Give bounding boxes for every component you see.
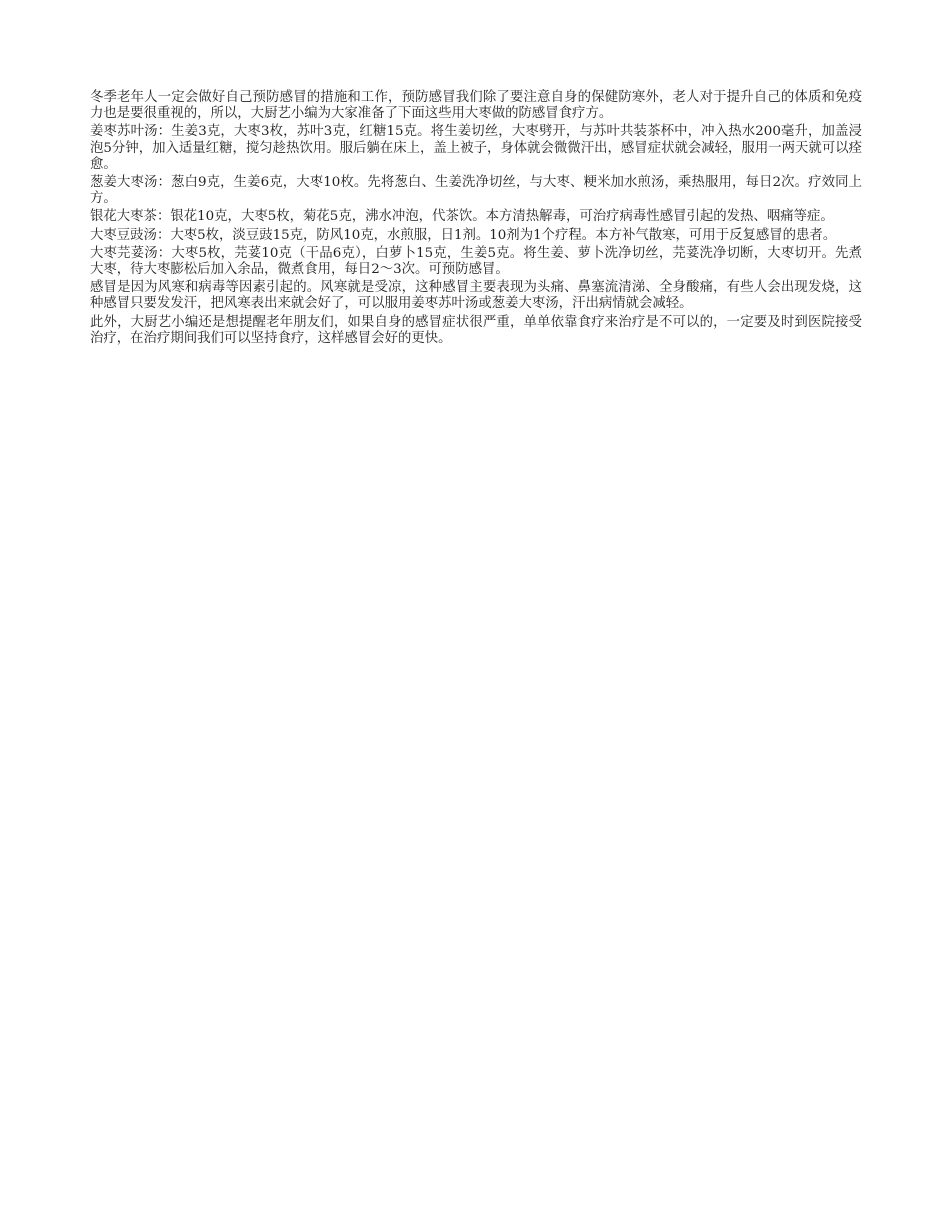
intro-paragraph: 冬季老年人一定会做好自己预防感冒的措施和工作，预防感冒我们除了要注意自身的保健防寒外，老人对于提升自己的体质和免疫力也是要很重视的，所以，大厨艺小编为大家准备了下面这些用大枣做的防感冒食疗方。 xyxy=(90,90,862,122)
recipe-jujube-coriander-paragraph: 大枣芫荽汤：大枣5枚，芫荽10克（干品6克），白萝卜15克，生姜5克。将生姜、萝卜洗净切丝，芫荽洗净切断，大枣切开。先煮大枣，待大枣膨松后加入余品，微煮食用，每日2～3次。可预防感冒。 xyxy=(90,245,862,278)
recipe-ginger-jujube-perilla-paragraph: 姜枣苏叶汤：生姜3克，大枣3枚，苏叶3克，红糖15克。将生姜切丝，大枣劈开，与苏叶共装茶杯中，冲入热水200毫升，加盖浸泡5分钟，加入适量红糖，搅匀趁热饮用。服后躺在床上，盖上被子，身体就会微微汗出，感冒症状就会减轻，服用一两天就可以痊愈。 xyxy=(90,124,862,172)
recipe-jujube-fermented-soybean-paragraph: 大枣豆豉汤：大枣5枚，淡豆豉15克，防风10克，水煎服，日1剂。10剂为1个疗程。本方补气散寒，可用于反复感冒的患者。 xyxy=(90,227,837,243)
recipe-scallion-ginger-jujube-paragraph: 葱姜大枣汤：葱白9克，生姜6克，大枣10枚。先将葱白、生姜洗净切丝，与大枣、粳米加水煎汤，乘热服用，每日2次。疗效同上方。 xyxy=(90,175,862,207)
cold-cause-paragraph: 感冒是因为风寒和病毒等因素引起的。风寒就是受凉，这种感冒主要表现为头痛、鼻塞流清涕、全身酸痛，有些人会出现发烧，这种感冒只要发发汗，把风寒表出来就会好了，可以服用姜枣苏叶汤或葱姜大枣汤，汗出病情就会减轻。 xyxy=(90,280,862,312)
recipe-honeysuckle-jujube-tea-paragraph: 银花大枣茶：银花10克，大枣5枚，菊花5克，沸水冲泡，代茶饮。本方清热解毒，可治疗病毒性感冒引起的发热、咽痛等症。 xyxy=(90,209,834,225)
document-body xyxy=(90,90,862,349)
closing-reminder-paragraph: 此外，大厨艺小编还是想提醒老年朋友们，如果自身的感冒症状很严重，单单依靠食疗来治疗是不可以的，一定要及时到医院接受治疗，在治疗期间我们可以坚持食疗，这样感冒会好的更快。 xyxy=(90,314,862,346)
